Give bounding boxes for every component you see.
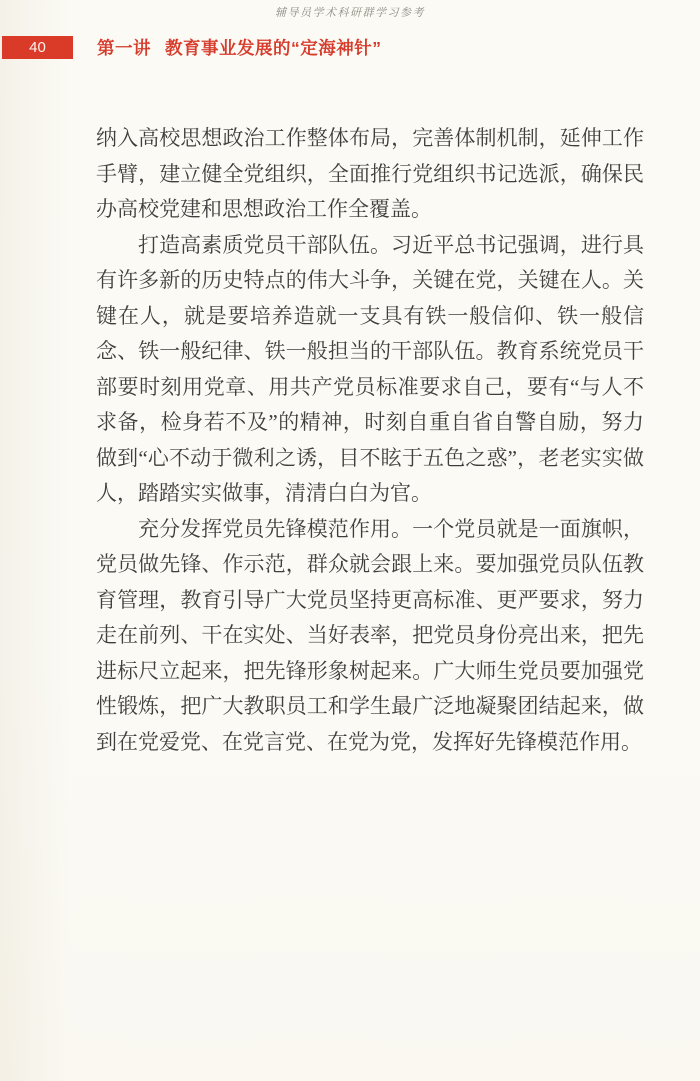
running-header: 辅导员学术科研群学习参考 xyxy=(275,6,425,19)
page-number: 40 xyxy=(29,39,46,56)
paragraph: 充分发挥党员先锋模范作用。一个党员就是一面旗帜，党员做先锋、作示范，群众就会跟上来。要加强党员队伍教育管理，教育引导广大党员坚持更高标准、更严要求，努力走在前列、干在实处、当好表率，把党员身份亮出来，把先进标尺立起来，把先锋形象树起来。广大师生党员要加强党性锻炼，把广大教职员工和学生最广泛地凝聚团结起来，做到在党爱党、在党言党、在党为党，发挥好先锋模范作用。 xyxy=(96,516,644,754)
page-header xyxy=(0,36,382,59)
paragraph: 打造高素质党员干部队伍。习近平总书记强调，进行具有许多新的历史特点的伟大斗争，关键在党，关键在人。关键在人，就是要培养造就一支具有铁一般信仰、铁一般信念、铁一般纪律、铁一般担当的干部队伍。教育系统党员干部要时刻用党章、用共产党员标准要求自己，要有“与人不求备，检身若不及”的精神，时刻自重自省自警自励，努力做到“心不动于微利之诱，目不眩于五色之惑”，老老实实做人，踏踏实实做事，清清白白为官。 xyxy=(96,232,644,505)
page-number-badge xyxy=(2,36,73,59)
chapter-label: 第一讲 xyxy=(97,38,151,58)
chapter-title: 教育事业发展的“定海神针” xyxy=(165,38,382,58)
body-text xyxy=(96,121,644,760)
paragraph: 纳入高校思想政治工作整体布局，完善体制机制，延伸工作手臂，建立健全党组织，全面推行党组织书记选派，确保民办高校党建和思想政治工作全覆盖。 xyxy=(96,126,644,221)
chapter-heading xyxy=(97,35,382,60)
